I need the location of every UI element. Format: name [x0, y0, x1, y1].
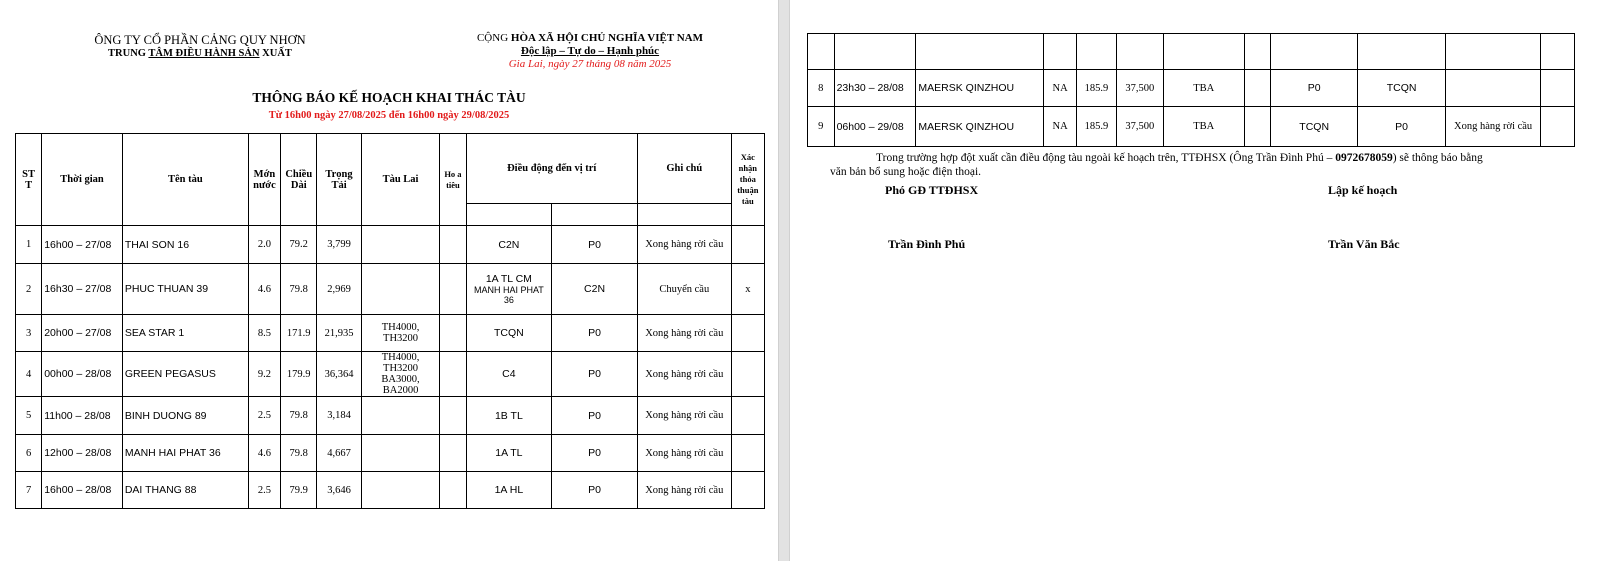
cell-dwt: 3,646: [317, 472, 361, 509]
cell-confirm: [1541, 70, 1575, 107]
col-time: Thời gian: [42, 134, 123, 226]
document-page-1: [0, 0, 778, 561]
cell-move-from: 1B TL: [466, 397, 552, 435]
cell-move-to: P0: [552, 435, 638, 472]
cell-move-from: TCQN: [466, 315, 552, 352]
cell-draft: NA: [1044, 107, 1077, 147]
table-header-row: [16, 134, 765, 204]
cell-tug: [361, 264, 440, 315]
cell-vessel: PHUC THUAN 39: [122, 264, 248, 315]
cell-pilot: [440, 315, 466, 352]
cell-dwt: 37,500: [1116, 107, 1163, 147]
cell-move-to: P0: [552, 352, 638, 397]
cell-note: [1446, 70, 1541, 107]
cell-note: Xong hàng rời cầu: [637, 226, 731, 264]
cell-dwt: 3,184: [317, 397, 361, 435]
cell-draft: 2.5: [248, 397, 280, 435]
cell-vessel: MAERSK QINZHOU: [916, 70, 1044, 107]
vessel-plan-table-continued: [807, 33, 1575, 147]
col-pilot: Ho a tiêu: [440, 134, 466, 226]
cell-time: 23h30 – 28/08: [834, 70, 916, 107]
table-row: [16, 264, 765, 315]
cell-length: 185.9: [1076, 107, 1116, 147]
vessel-plan-table: [15, 133, 765, 509]
cell-dwt: 36,364: [317, 352, 361, 397]
cell-draft: 4.6: [248, 264, 280, 315]
col-confirm: Xác nhận thỏa thuận tàu: [731, 134, 764, 226]
cell-note: Xong hàng rời cầu: [637, 435, 731, 472]
cell-tug: [361, 435, 440, 472]
cell-note: Xong hàng rời cầu: [637, 472, 731, 509]
cell-dwt: 21,935: [317, 315, 361, 352]
cell-length: 185.9: [1076, 70, 1116, 107]
cell-stt: 2: [16, 264, 42, 315]
col-move: Điều động đến vị trí: [466, 134, 637, 204]
table-row: [16, 472, 765, 509]
cell-time: 16h30 – 27/08: [42, 264, 123, 315]
nation-name: CỘNG HÒA XÃ HỘI CHỦ NGHĨA VIỆT NAM: [476, 32, 704, 44]
cell-confirm: [731, 226, 764, 264]
cell-dwt: 4,667: [317, 435, 361, 472]
cell-note: Xong hàng rời cầu: [637, 352, 731, 397]
cell-draft: 4.6: [248, 435, 280, 472]
cell-vessel: MAERSK QINZHOU: [916, 107, 1044, 147]
cell-move-from: C4: [466, 352, 552, 397]
cell-tug: TH4000, TH3200: [361, 315, 440, 352]
cell-stt: 9: [808, 107, 835, 147]
table-row: [16, 435, 765, 472]
national-header: [420, 32, 760, 71]
cell-confirm: [731, 397, 764, 435]
vessel-plan-body: [16, 226, 765, 509]
col-move-from: [466, 204, 552, 226]
cell-note: Xong hàng rời cầu: [1446, 107, 1541, 147]
cell-move-from: 1A HL: [466, 472, 552, 509]
cell-pilot: [440, 352, 466, 397]
table-row: [16, 352, 765, 397]
company-header: [30, 34, 370, 60]
cell-stt: 8: [808, 70, 835, 107]
cell-length: 171.9: [281, 315, 317, 352]
col-vessel: Tên tàu: [122, 134, 248, 226]
document-subtitle: Từ 16h00 ngày 27/08/2025 đến 16h00 ngày 29/08/2025: [268, 110, 510, 121]
table-row: [16, 315, 765, 352]
cell-move-from: C2N: [466, 226, 552, 264]
national-motto: Độc lập – Tự do – Hạnh phúc: [520, 45, 660, 57]
cell-time: 06h00 – 29/08: [834, 107, 916, 147]
col-dwt: Trọng Tải: [317, 134, 361, 226]
cell-move-from: 1A TL CM MANH HAI PHAT 36: [466, 264, 552, 315]
cell-confirm: [1541, 107, 1575, 147]
cell-tug: [361, 472, 440, 509]
col-draft: Mớn nước: [248, 134, 280, 226]
cell-length: 79.2: [281, 226, 317, 264]
cell-confirm: x: [731, 264, 764, 315]
cell-move-from: 1A TL: [466, 435, 552, 472]
cell-vessel: THAI SON 16: [122, 226, 248, 264]
cell-tug: TBA: [1163, 107, 1244, 147]
cell-note: Chuyển cầu: [637, 264, 731, 315]
cell-move-to: P0: [552, 472, 638, 509]
signer-right-name: Trần Văn Bắc: [1328, 237, 1400, 251]
cell-length: 179.9: [281, 352, 317, 397]
cell-confirm: [731, 315, 764, 352]
cell-stt: 5: [16, 397, 42, 435]
page-gap: [778, 0, 790, 561]
cell-dwt: 2,969: [317, 264, 361, 315]
cell-pilot: [1244, 70, 1271, 107]
document-title: THÔNG BÁO KẾ HOẠCH KHAI THÁC TÀU: [252, 90, 526, 105]
cell-stt: 6: [16, 435, 42, 472]
cell-pilot: [440, 226, 466, 264]
col-stt: ST T: [16, 134, 42, 226]
cell-draft: 9.2: [248, 352, 280, 397]
contact-phone: 0972678059: [1335, 152, 1393, 164]
cell-draft: 2.5: [248, 472, 280, 509]
cell-confirm: [731, 435, 764, 472]
signer-left-name: Trần Đình Phú: [888, 237, 966, 251]
col-tug: Tàu Lai: [361, 134, 440, 226]
department-name: TRUNG TÂM ĐIỀU HÀNH SẢN XUẤT: [108, 48, 292, 59]
signer-right-title: Lập kế hoạch: [1328, 183, 1398, 197]
cell-time: 11h00 – 28/08: [42, 397, 123, 435]
cell-vessel: GREEN PEGASUS: [122, 352, 248, 397]
cell-length: 79.8: [281, 397, 317, 435]
cell-draft: 2.0: [248, 226, 280, 264]
cell-note: Xong hàng rời cầu: [637, 315, 731, 352]
footer-note: Trong trường hợp đột xuất cần điều động tàu ngoài kế hoạch trên, TTĐHSX (Ông Trần Đình Phú – 0972678059) sẽ thông báo bằng văn bản bổ sung hoặc điện thoại.: [830, 152, 1483, 178]
cell-draft: 8.5: [248, 315, 280, 352]
cell-length: 79.8: [281, 435, 317, 472]
cell-pilot: [1244, 107, 1271, 147]
cell-dwt: 37,500: [1116, 70, 1163, 107]
table-row: [16, 226, 765, 264]
cell-move-to: P0: [1358, 107, 1446, 147]
cell-move-to: P0: [552, 315, 638, 352]
cell-vessel: SEA STAR 1: [122, 315, 248, 352]
col-move-to: [552, 204, 638, 226]
cell-time: 12h00 – 28/08: [42, 435, 123, 472]
company-name: ÔNG TY CỔ PHẦN CẢNG QUY NHƠN: [94, 33, 306, 47]
signer-left-title: Phó GĐ TTĐHSX: [885, 183, 979, 197]
cell-time: 20h00 – 27/08: [42, 315, 123, 352]
cell-vessel: BINH DUONG 89: [122, 397, 248, 435]
cell-move-to: P0: [552, 397, 638, 435]
cell-tug: [361, 397, 440, 435]
cell-tug: [361, 226, 440, 264]
table-continued-header-row: [808, 34, 1575, 70]
cell-confirm: [731, 352, 764, 397]
cell-move-to: C2N: [552, 264, 638, 315]
cell-vessel: DAI THANG 88: [122, 472, 248, 509]
cell-time: 16h00 – 27/08: [42, 226, 123, 264]
cell-note: Xong hàng rời cầu: [637, 397, 731, 435]
cell-vessel: MANH HAI PHAT 36: [122, 435, 248, 472]
cell-pilot: [440, 264, 466, 315]
cell-move-to: TCQN: [1358, 70, 1446, 107]
place-date: Gia Lai, ngày 27 tháng 08 năm 2025: [508, 58, 672, 70]
cell-stt: 3: [16, 315, 42, 352]
cell-draft: NA: [1044, 70, 1077, 107]
cell-stt: 4: [16, 352, 42, 397]
cell-stt: 1: [16, 226, 42, 264]
cell-move-to: P0: [552, 226, 638, 264]
table-row: [808, 70, 1575, 107]
col-note: Ghi chú: [637, 134, 731, 204]
cell-pilot: [440, 472, 466, 509]
cell-tug: TH4000, TH3200 BA3000, BA2000: [361, 352, 440, 397]
cell-confirm: [731, 472, 764, 509]
table-row: [808, 107, 1575, 147]
cell-length: 79.9: [281, 472, 317, 509]
col-length: Chiều Dài: [281, 134, 317, 226]
cell-time: 16h00 – 28/08: [42, 472, 123, 509]
cell-move-from: P0: [1271, 70, 1358, 107]
col-note-sub: [637, 204, 731, 226]
document-page-2: [790, 0, 1600, 561]
cell-time: 00h00 – 28/08: [42, 352, 123, 397]
cell-dwt: 3,799: [317, 226, 361, 264]
cell-pilot: [440, 435, 466, 472]
cell-stt: 7: [16, 472, 42, 509]
cell-pilot: [440, 397, 466, 435]
cell-move-from: TCQN: [1271, 107, 1358, 147]
cell-length: 79.8: [281, 264, 317, 315]
table-row: [16, 397, 765, 435]
vessel-plan-body-continued: [808, 34, 1575, 147]
cell-tug: TBA: [1163, 70, 1244, 107]
